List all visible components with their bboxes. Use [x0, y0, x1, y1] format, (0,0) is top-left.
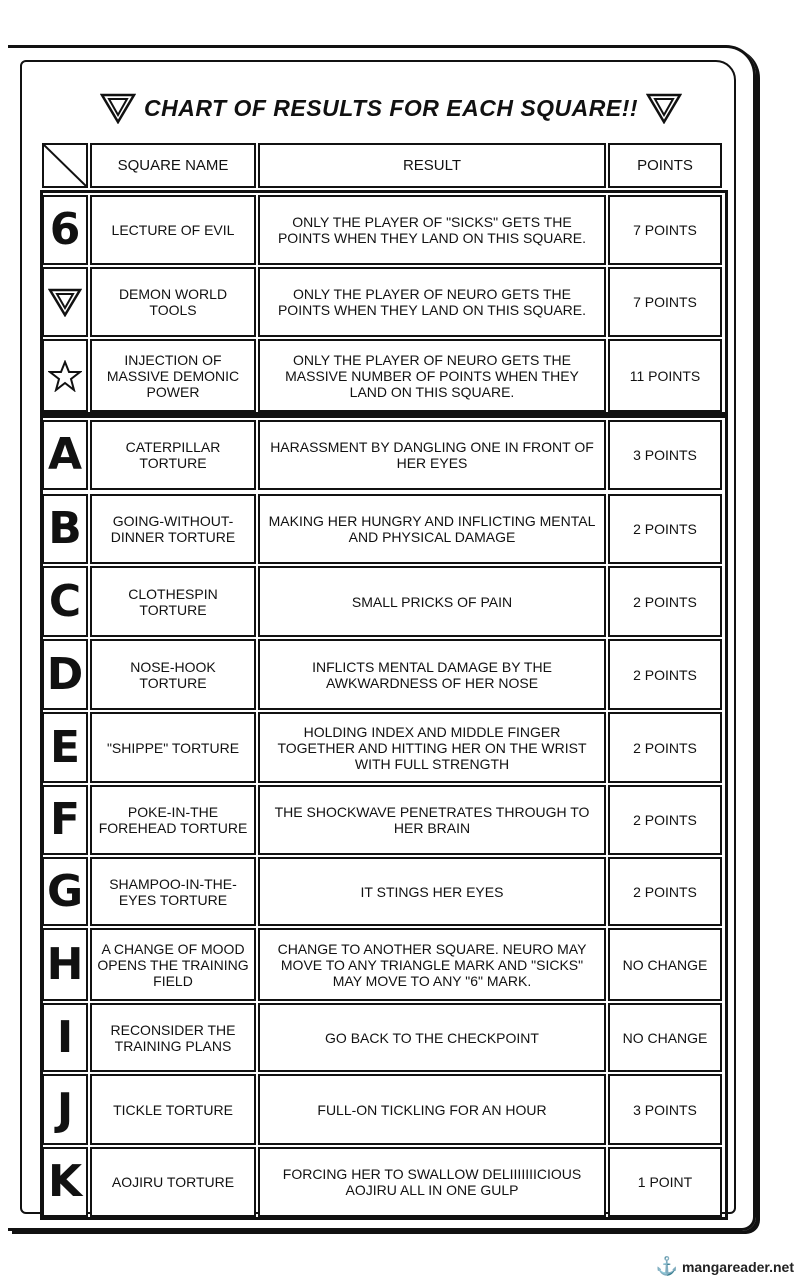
watermark — [656, 1256, 794, 1277]
down-triangle-icon — [646, 92, 682, 124]
square-result: GO BACK TO THE CHECKPOINT — [258, 1003, 606, 1072]
square-result: HARASSMENT BY DANGLING ONE IN FRONT OF HER EYES — [258, 420, 606, 490]
square-mark: A — [42, 420, 88, 490]
square-mark: I — [42, 1003, 88, 1072]
square-name: INJECTION OF MASSIVE DEMONIC POWER — [90, 339, 256, 412]
square-name: DEMON WORLD TOOLS — [90, 267, 256, 337]
square-points: 2 POINTS — [608, 712, 722, 783]
square-name: A CHANGE OF MOOD OPENS THE TRAINING FIELD — [90, 928, 256, 1001]
square-name: GOING-WITHOUT-DINNER TORTURE — [90, 494, 256, 564]
watermark-text: mangareader.net — [681, 1258, 794, 1275]
square-mark: D — [42, 639, 88, 710]
square-mark: G — [42, 857, 88, 926]
square-points: 1 POINT — [608, 1147, 722, 1217]
square-name: CATERPILLAR TORTURE — [90, 420, 256, 490]
square-points: 2 POINTS — [608, 785, 722, 855]
square-name: CLOTHESPIN TORTURE — [90, 566, 256, 637]
corner-slash-icon — [44, 145, 86, 186]
square-points: 7 POINTS — [608, 195, 722, 265]
square-name: LECTURE OF EVIL — [90, 195, 256, 265]
down-triangle-icon — [100, 92, 136, 124]
square-points: 2 POINTS — [608, 494, 722, 564]
square-result: IT STINGS HER EYES — [258, 857, 606, 926]
table-header — [42, 143, 726, 188]
square-points: 3 POINTS — [608, 1074, 722, 1145]
header-points: POINTS — [608, 143, 722, 188]
square-result: CHANGE TO ANOTHER SQUARE. NEURO MAY MOVE TO ANY TRIANGLE MARK AND "SICKS" MAY MOVE TO ANY "6" MARK. — [258, 928, 606, 1001]
square-result: THE SHOCKWAVE PENETRATES THROUGH TO HER BRAIN — [258, 785, 606, 855]
square-result: SMALL PRICKS OF PAIN — [258, 566, 606, 637]
square-mark: C — [42, 566, 88, 637]
square-name: POKE-IN-THE FOREHEAD TORTURE — [90, 785, 256, 855]
page-title: CHART OF RESULTS FOR EACH SQUARE!! — [144, 94, 639, 121]
square-name: SHAMPOO-IN-THE-EYES TORTURE — [90, 857, 256, 926]
square-name: TICKLE TORTURE — [90, 1074, 256, 1145]
square-result: INFLICTS MENTAL DAMAGE BY THE AWKWARDNESS OF HER NOSE — [258, 639, 606, 710]
watermark-icon: ⚓ — [655, 1256, 678, 1276]
square-result: ONLY THE PLAYER OF NEURO GETS THE POINTS WHEN THEY LAND ON THIS SQUARE. — [258, 267, 606, 337]
header-corner — [42, 143, 88, 188]
header-square-name: SQUARE NAME — [90, 143, 256, 188]
square-points: NO CHANGE — [608, 1003, 722, 1072]
header-result: RESULT — [258, 143, 606, 188]
square-name: RECONSIDER THE TRAINING PLANS — [90, 1003, 256, 1072]
square-points: 11 POINTS — [608, 339, 722, 412]
square-name: AOJIRU TORTURE — [90, 1147, 256, 1217]
square-points: 3 POINTS — [608, 420, 722, 490]
square-result: ONLY THE PLAYER OF "SICKS" GETS THE POINTS WHEN THEY LAND ON THIS SQUARE. — [258, 195, 606, 265]
square-result: HOLDING INDEX AND MIDDLE FINGER TOGETHER AND HITTING HER ON THE WRIST WITH FULL STRENGTH — [258, 712, 606, 783]
square-mark: F — [42, 785, 88, 855]
square-name: NOSE-HOOK TORTURE — [90, 639, 256, 710]
square-mark: J — [42, 1074, 88, 1145]
square-result: MAKING HER HUNGRY AND INFLICTING MENTAL AND PHYSICAL DAMAGE — [258, 494, 606, 564]
square-result: FULL-ON TICKLING FOR AN HOUR — [258, 1074, 606, 1145]
square-points: 7 POINTS — [608, 267, 722, 337]
title-row — [100, 88, 700, 128]
square-points: 2 POINTS — [608, 639, 722, 710]
square-points: 2 POINTS — [608, 566, 722, 637]
square-result: FORCING HER TO SWALLOW DELIIIIIIICIOUS AOJIRU ALL IN ONE GULP — [258, 1147, 606, 1217]
square-result: ONLY THE PLAYER OF NEURO GETS THE MASSIVE NUMBER OF POINTS WHEN THEY LAND ON THIS SQUARE. — [258, 339, 606, 412]
square-mark: B — [42, 494, 88, 564]
square-name: "SHIPPE" TORTURE — [90, 712, 256, 783]
row-group-border — [40, 190, 728, 415]
square-points: 2 POINTS — [608, 857, 722, 926]
square-mark: H — [42, 928, 88, 1001]
square-mark: K — [42, 1147, 88, 1217]
square-mark: E — [42, 712, 88, 783]
square-points: NO CHANGE — [608, 928, 722, 1001]
row-group-border — [40, 415, 728, 1220]
square-mark: 6 — [42, 195, 88, 265]
